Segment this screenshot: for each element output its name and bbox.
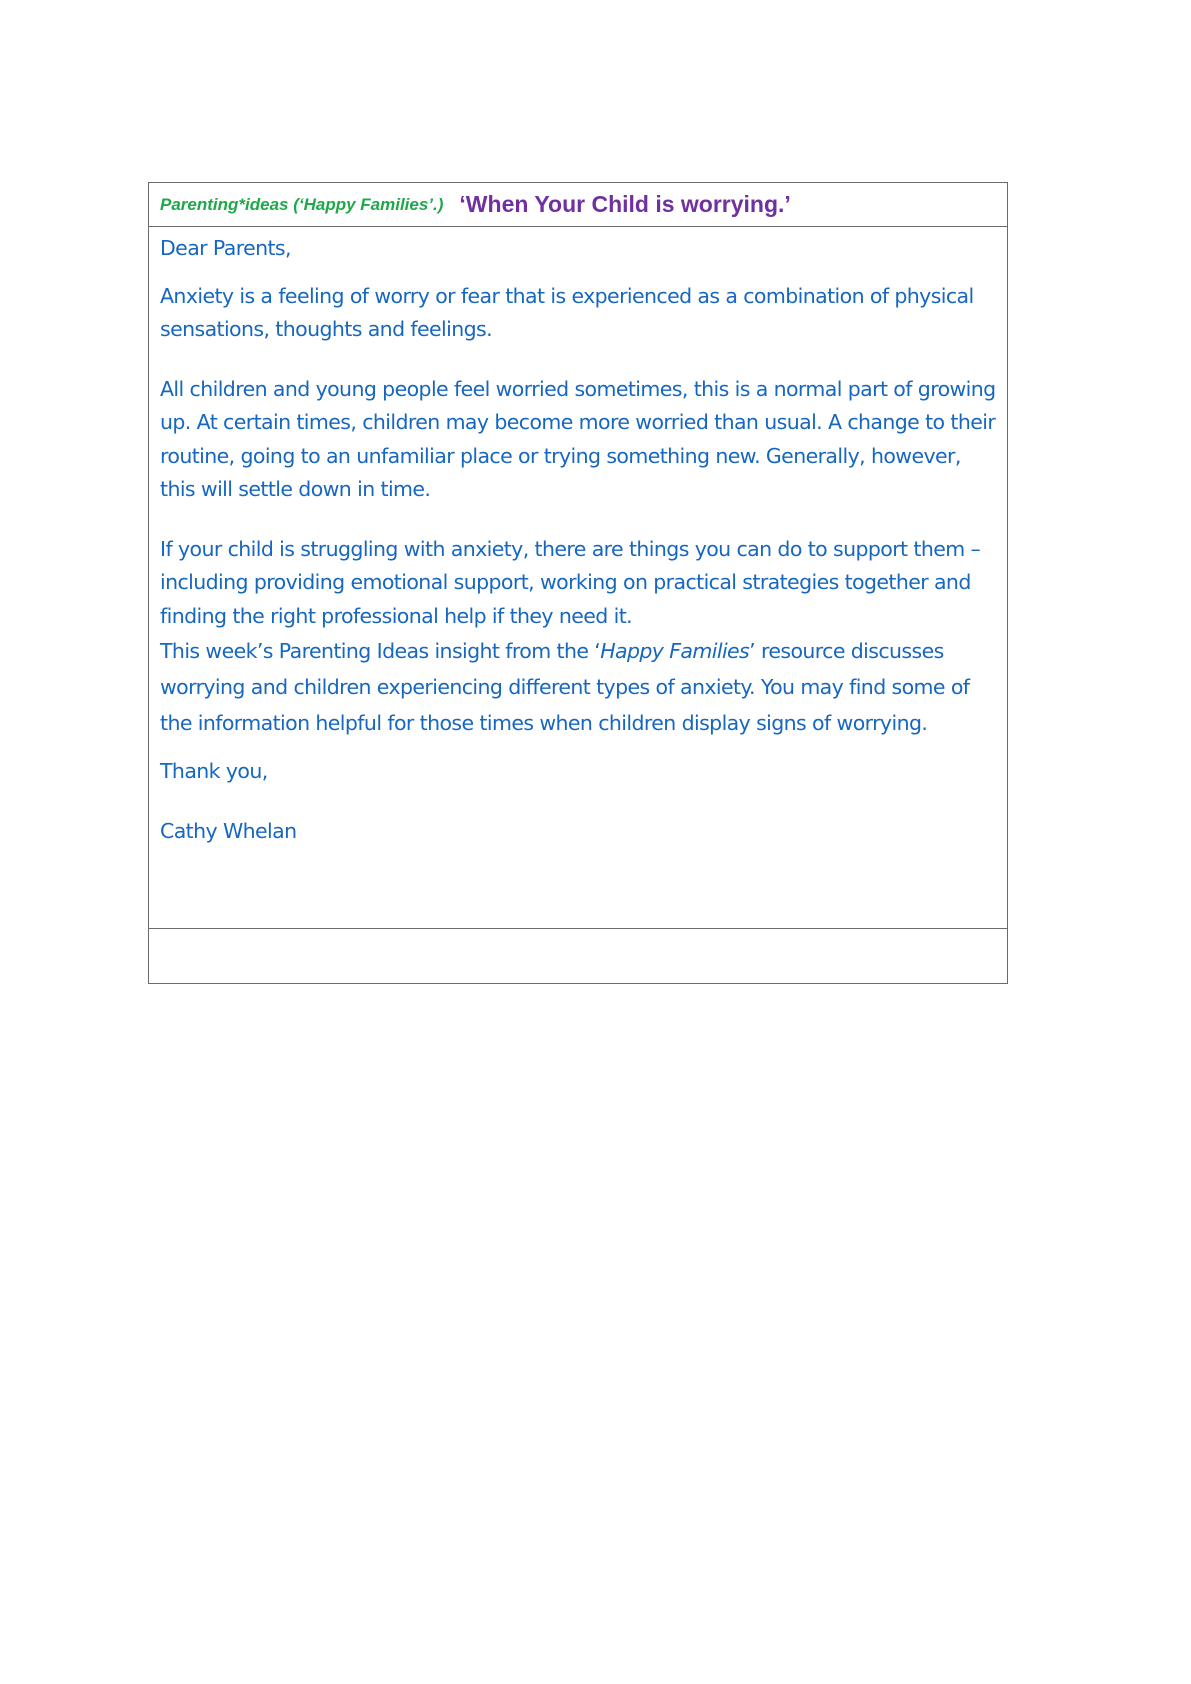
paragraph-4-end: ’ resource discusses worrying and children experiencing different types of anxiety. You may find some of the information helpful for those times when children display signs of worrying. [160, 639, 970, 735]
header-row [149, 183, 1007, 227]
paragraph-3: If your child is struggling with anxiety, there are things you can do to support them – including providing emotional support, working on practical strategies together and finding the right professional help if they need it. [160, 536, 981, 628]
paragraph-2: All children and young people feel worried sometimes, this is a normal part of growing up. At certain times, children may become more worried than usual. A change to their routine, going to an unfamiliar place or trying something new. Generally, however, this will settle down in time. [160, 376, 996, 501]
newsletter-table [148, 182, 1008, 984]
signature: Cathy Whelan [160, 818, 297, 843]
page-title: ‘When Your Child is worrying.’ [459, 191, 791, 217]
closing: Thank you, [160, 759, 268, 783]
paragraph-1: Anxiety is a feeling of worry or fear that is experienced as a combination of physical sensations, thoughts and feelings. [160, 283, 974, 341]
paragraph-4 [160, 633, 996, 741]
series-label: Parenting*ideas (‘Happy Families’.) [160, 194, 444, 214]
paragraph-4-start: This week’s Parenting Ideas insight from the ‘ [160, 639, 601, 663]
empty-row [149, 929, 1007, 983]
letter-body [149, 227, 1007, 929]
resource-name: Happy Families [600, 639, 750, 663]
greeting: Dear Parents, [160, 236, 291, 260]
